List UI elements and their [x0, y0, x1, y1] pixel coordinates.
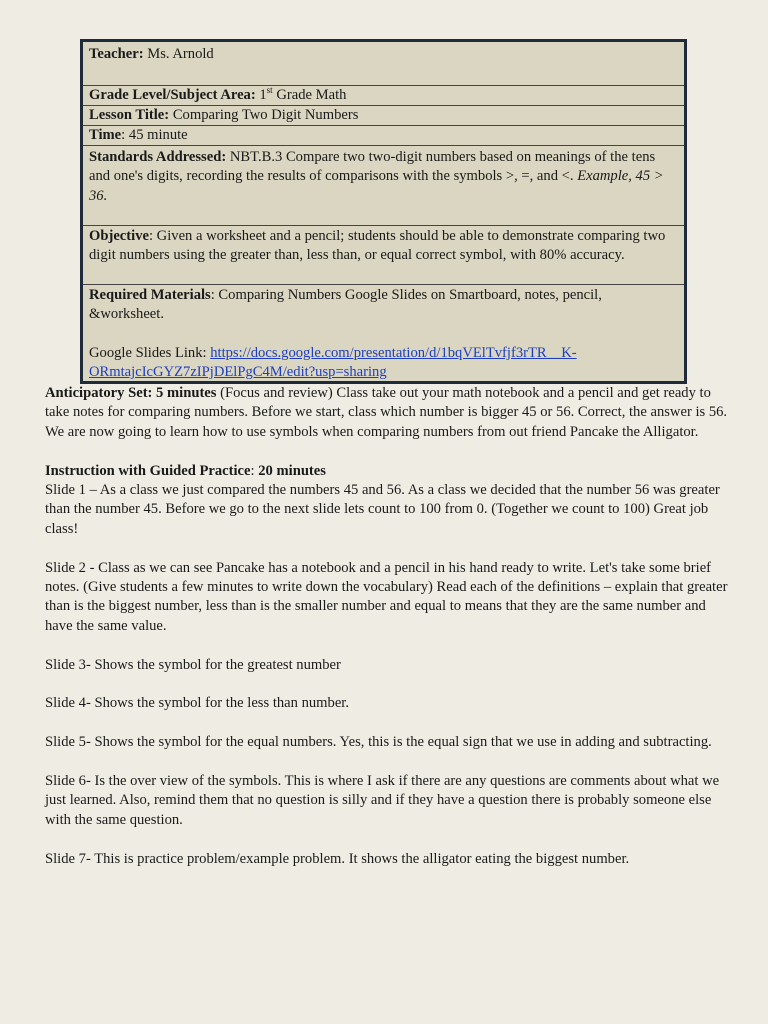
materials-value: : Comparing Numbers Google Slides on Smartboard, notes, pencil, &worksheet. — [89, 287, 602, 323]
objective-label: Objective — [89, 228, 149, 244]
anticipatory-set-text: (Focus and review) Class take out your math notebook and a pencil and get ready to take notes for comparing numbers. Before we start, class which number is bigger 45 or 56. Correct, the answer is 56. We are now going to learn how to use symbols when comparing numbers from out friend Pancake the Alligator. — [45, 385, 728, 440]
slide-6-paragraph: Slide 6- Is the over view of the symbols. This is where I ask if there are any questions are comments about what we just learned. Also, remind them that no question is silly and if they have a question there is probably someone else with the same question. — [45, 773, 720, 828]
grade-number: 1 — [259, 87, 267, 103]
materials-label: Required Materials — [89, 287, 211, 303]
lesson-info-table — [80, 39, 687, 384]
anticipatory-set-paragraph — [45, 384, 730, 442]
time-row — [83, 125, 684, 145]
time-value: 45 minute — [128, 127, 188, 143]
slide-4-paragraph: Slide 4- Shows the symbol for the less than number. — [45, 695, 350, 712]
standards-label: Standards Addressed: — [89, 149, 227, 165]
slide-1-paragraph: Slide 1 – As a class we just compared the numbers 45 and 56. As a class we decided that the number 56 was greater than the number 45. Before we go to the next slide lets count to 100 from 0. (Together we count to 100) Great job class! — [45, 482, 720, 537]
time-colon: : — [121, 127, 126, 143]
objective-value: : Given a worksheet and a pencil; students should be able to demonstrate comparing two digit numbers using the greater than, less than, or equal correct symbol, with 80% accuracy. — [89, 228, 666, 264]
standards-row — [83, 145, 684, 225]
instruction-colon: : — [250, 462, 255, 479]
instruction-label: Instruction with Guided Practice — [45, 462, 251, 479]
slide-7-paragraph: Slide 7- This is practice problem/example problem. It shows the alligator eating the biggest number. — [45, 850, 630, 867]
instruction-time: 20 minutes — [258, 462, 326, 479]
slides-link[interactable]: https://docs.google.com/presentation/d/1bqVElTvfjf3rTR__K-ORmtajcIcGYZ7zIPjDElPgC4M/edit?usp=sharing — [89, 344, 577, 381]
slide-3-paragraph: Slide 3- Shows the symbol for the greatest number — [45, 656, 341, 673]
instruction-heading — [45, 462, 730, 481]
materials-row — [83, 284, 684, 381]
slide-5-paragraph: Slide 5- Shows the symbol for the equal numbers. Yes, this is the equal sign that we use in adding and subtracting. — [45, 734, 712, 751]
lesson-body — [45, 384, 730, 888]
grade-ordinal: st — [266, 85, 273, 96]
standards-value: NBT.B.3 Compare two two-digit numbers based on meanings of the tens and one's digits, recording the results of comparisons with the symbols >, =, and <. — [89, 149, 656, 185]
slide-2-paragraph: Slide 2 - Class as we can see Pancake has a notebook and a pencil in his hand ready to write. Let's take some brief notes. (Give students a few minutes to write down the vocabulary) Read each of the definitions – explain that greater than is the biggest number, less than is the smaller number and equal to means that they are the same number and have the same value. — [45, 559, 728, 634]
objective-row — [83, 225, 684, 284]
grade-subject: Grade Math — [276, 87, 347, 103]
lesson-title-value: Comparing Two Digit Numbers — [172, 107, 359, 123]
teacher-row — [83, 42, 684, 85]
lesson-title-label: Lesson Title: — [89, 107, 170, 123]
grade-row — [83, 85, 684, 105]
teacher-label: Teacher: — [89, 46, 144, 62]
anticipatory-set-label: Anticipatory Set: 5 minutes — [45, 385, 217, 401]
lesson-title-row — [83, 105, 684, 125]
slides-link-label: Google Slides Link: — [89, 344, 207, 361]
standards-example: Example, 45 > 36. — [89, 168, 664, 204]
grade-label: Grade Level/Subject Area: — [89, 87, 256, 103]
time-label: Time — [89, 127, 122, 143]
teacher-value: Ms. Arnold — [147, 46, 214, 62]
